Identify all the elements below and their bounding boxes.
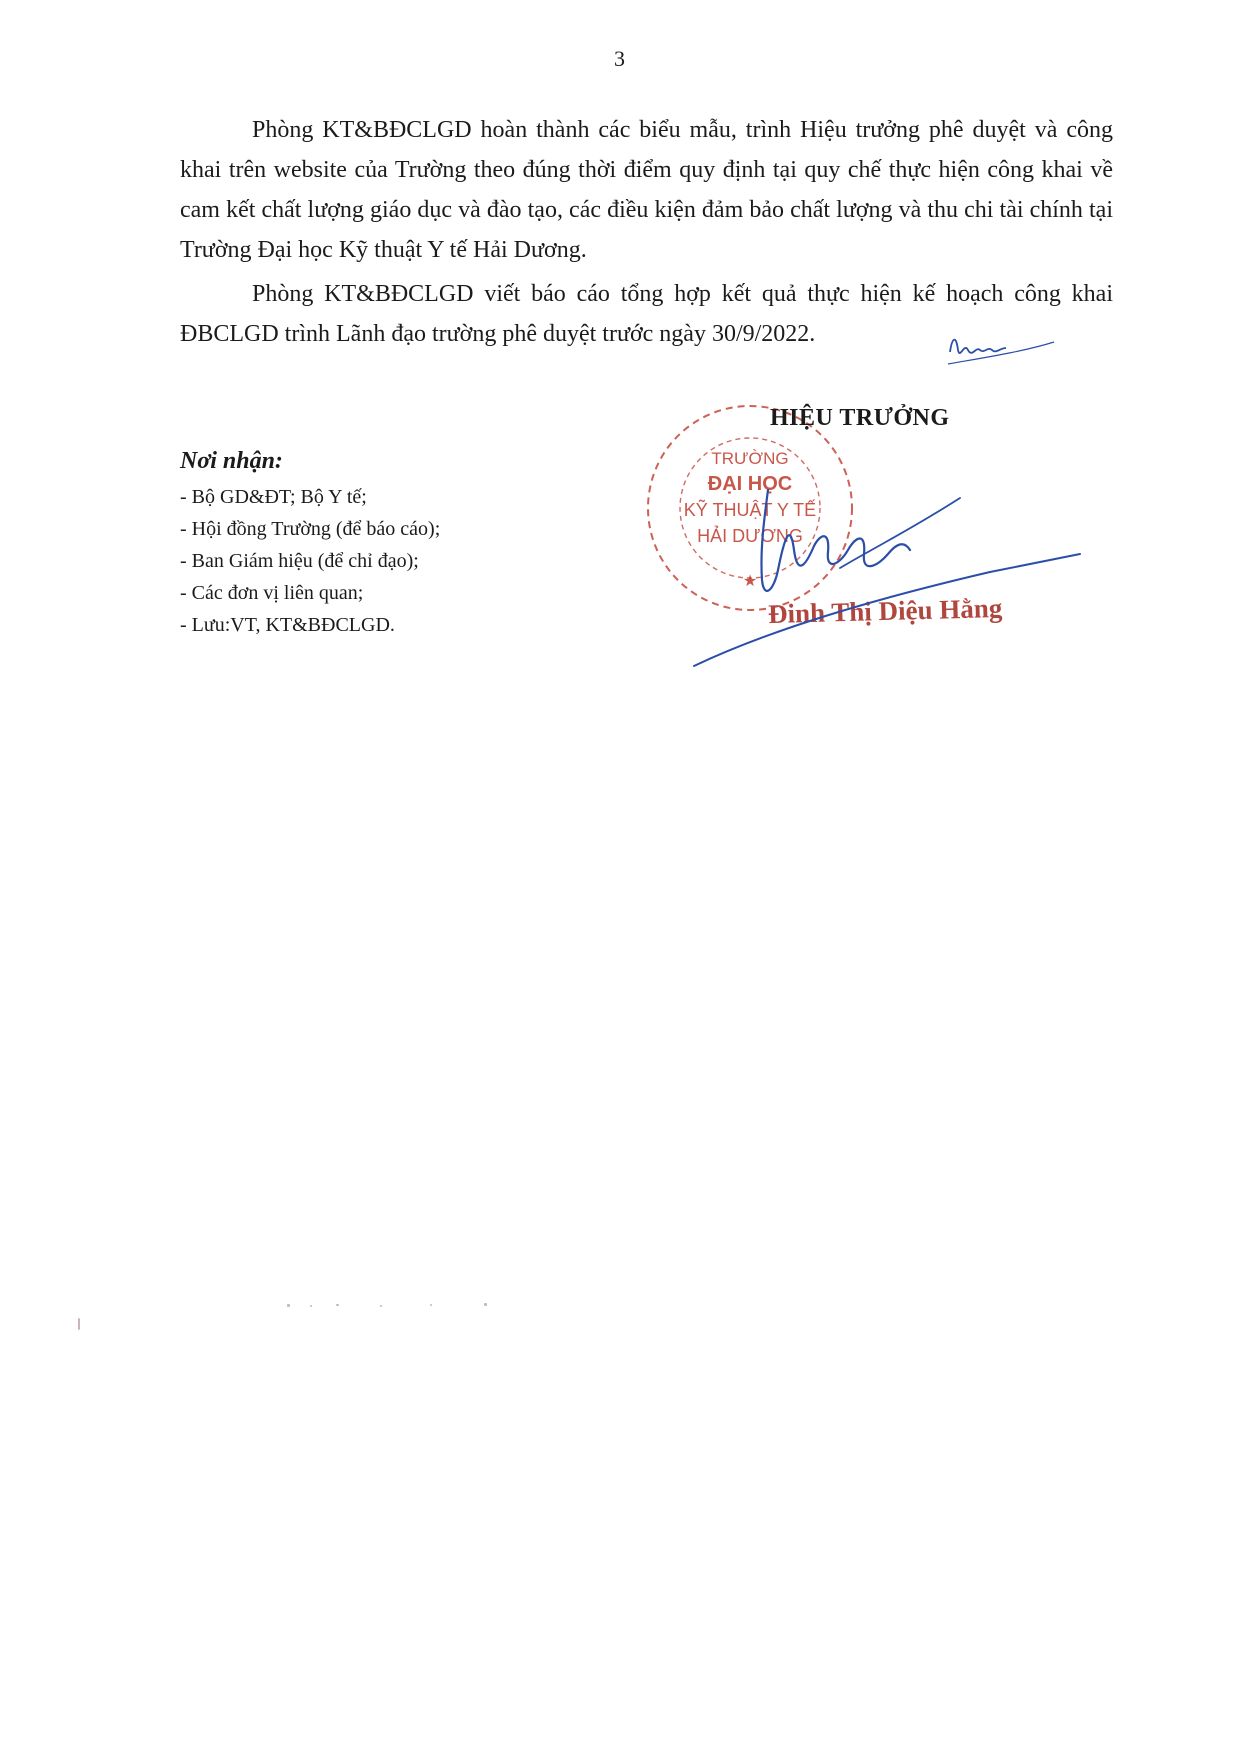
stamp-line-4: HẢI DƯƠNG xyxy=(697,526,803,546)
stamp-line-2: ĐẠI HỌC xyxy=(707,473,793,495)
scan-artifact xyxy=(78,1318,80,1330)
recipients-block xyxy=(180,448,600,641)
recipient-item: - Bộ GD&ĐT; Bộ Y tế; xyxy=(180,486,367,508)
scan-artifact xyxy=(430,1304,432,1306)
handwritten-signature xyxy=(690,480,1090,670)
recipient-item: - Các đơn vị liên quan; xyxy=(180,582,364,604)
recipient-item: - Lưu:VT, KT&BĐCLGD. xyxy=(180,614,395,636)
initials-mark xyxy=(942,320,1062,380)
recipient-item: - Hội đồng Trường (để báo cáo); xyxy=(180,518,441,540)
recipients-title: Nơi nhận: xyxy=(180,448,283,474)
stamp-line-3: KỸ THUẬT Y TẾ xyxy=(683,500,817,520)
scan-artifact xyxy=(336,1304,339,1306)
scan-artifact xyxy=(287,1304,290,1307)
scan-artifact xyxy=(380,1305,382,1307)
scan-artifact xyxy=(484,1303,487,1306)
recipient-item: - Ban Giám hiệu (để chỉ đạo); xyxy=(180,550,419,572)
page-number: 3 xyxy=(614,46,625,71)
svg-text:★: ★ xyxy=(742,573,758,590)
recipients-list xyxy=(180,481,600,641)
body-paragraph-1: Phòng KT&BĐCLGD hoàn thành các biểu mẫu, trình Hiệu trưởng phê duyệt và công khai trên website của Trường theo đúng thời điểm quy định tại quy chế thực hiện công khai về cam kết chất lượng giáo dục và đào tạo, các điều kiện đảm bảo chất lượng và thu chi tài chính tại Trường Đại học Kỹ thuật Y tế Hải Dương. xyxy=(180,117,1113,263)
signer-name: Đinh Thị Diệu Hằng xyxy=(767,592,1003,630)
scan-artifact xyxy=(310,1305,312,1307)
signer-title: HIỆU TRƯỞNG xyxy=(770,405,950,431)
stamp-line-1: TRƯỜNG xyxy=(711,449,789,468)
body-paragraph-2: Phòng KT&BĐCLGD viết báo cáo tổng hợp kết quả thực hiện kế hoạch công khai ĐBCLGD trình Lãnh đạo trường phê duyệt trước ngày 30/9/2022. xyxy=(180,281,1113,347)
